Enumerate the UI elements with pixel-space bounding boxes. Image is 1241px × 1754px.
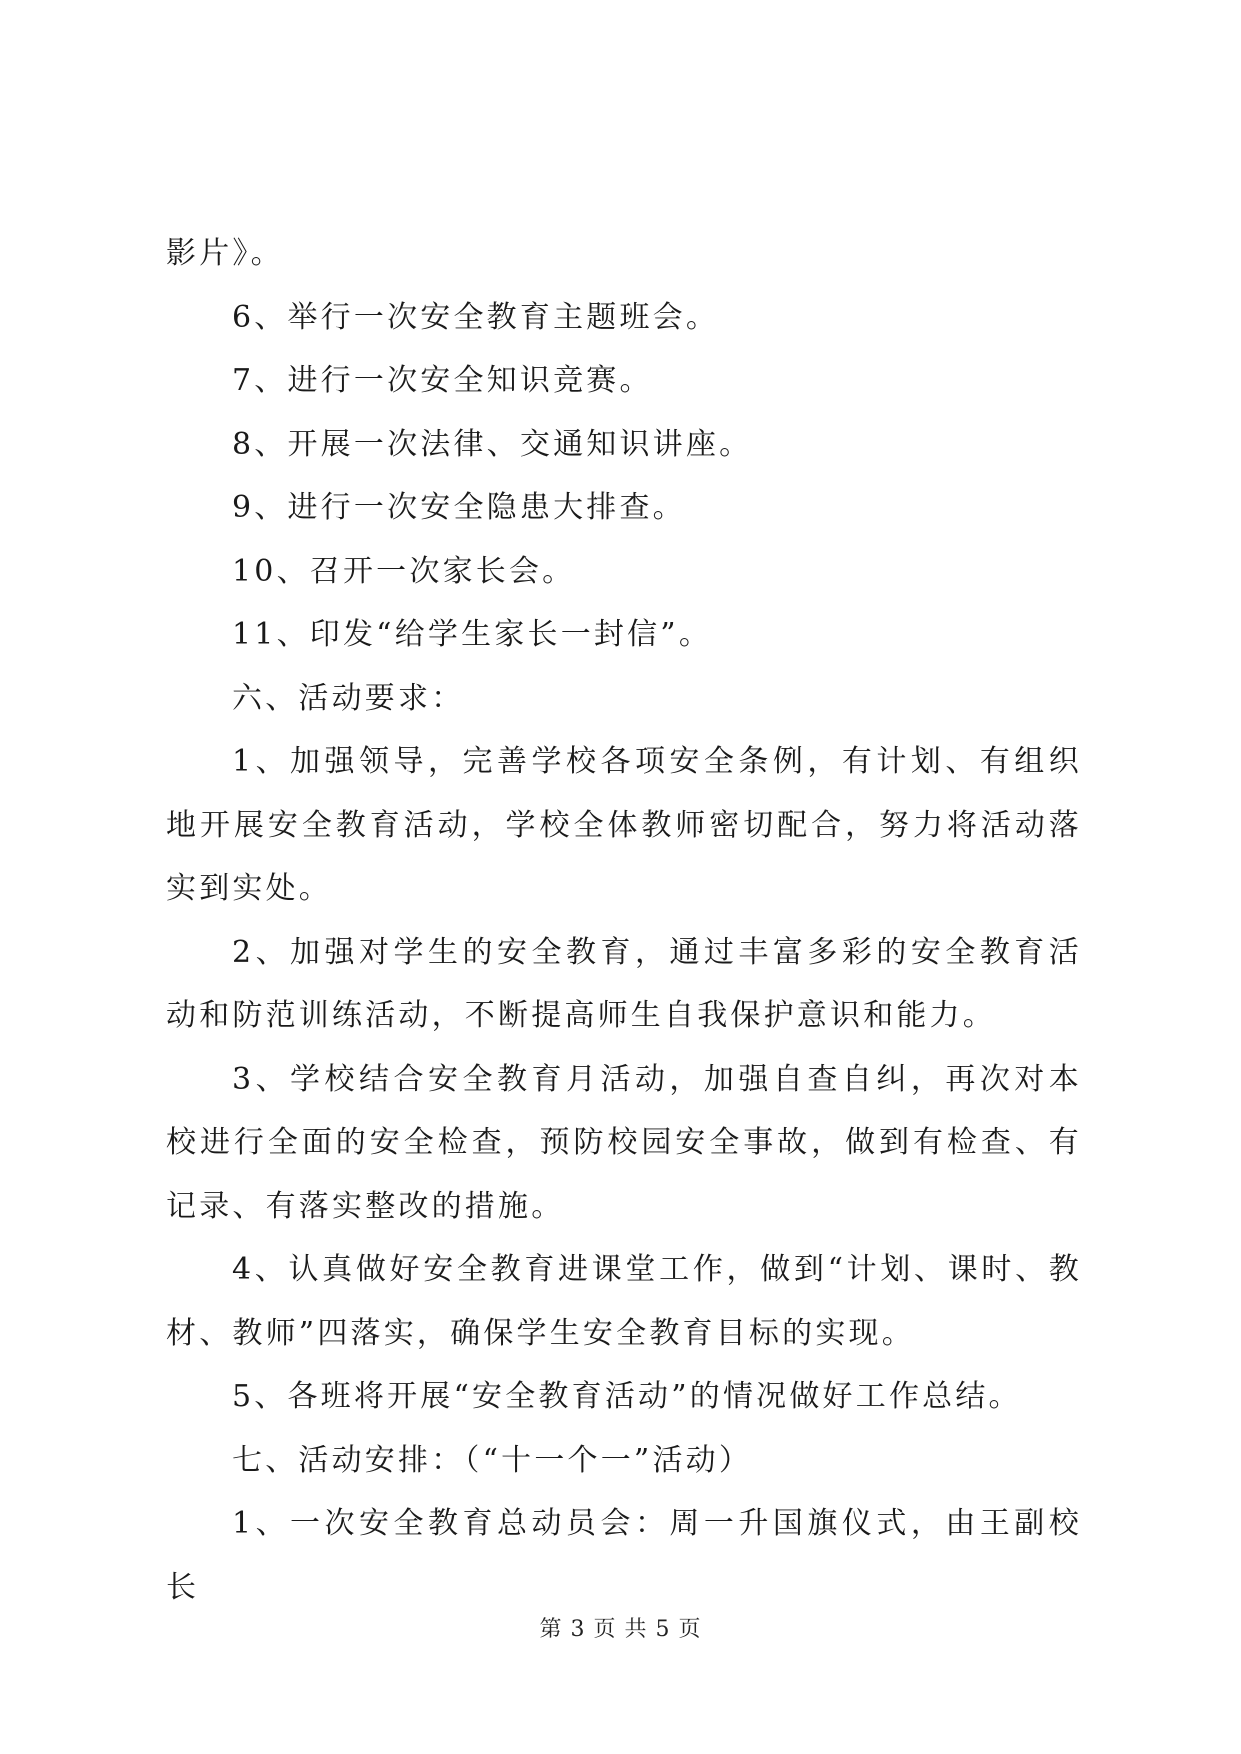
paragraph: 2、加强对学生的安全教育，通过丰富多彩的安全教育活动和防范训练活动，不断提高师生自我保护意识和能力。 bbox=[166, 934, 1082, 1033]
paragraph: 11、印发“给学生家长一封信”。 bbox=[232, 617, 713, 652]
paragraph: 4、认真做好安全教育进课堂工作，做到“计划、课时、教材、教师”四落实，确保学生安全教育目标的实现。 bbox=[166, 1252, 1082, 1351]
section-heading: 七、活动安排：（“十一个一”活动） bbox=[232, 1442, 753, 1478]
document-body bbox=[166, 222, 1082, 1619]
section-heading: 六、活动要求： bbox=[232, 680, 465, 716]
paragraph: 9、进行一次安全隐患大排查。 bbox=[232, 490, 686, 525]
paragraph: 5、各班将开展“安全教育活动”的情况做好工作总结。 bbox=[232, 1379, 1022, 1414]
paragraph: 7、进行一次安全知识竞赛。 bbox=[232, 363, 653, 398]
paragraph: 6、举行一次安全教育主题班会。 bbox=[232, 299, 720, 335]
paragraph: 1、加强领导，完善学校各项安全条例，有计划、有组织地开展安全教育活动，学校全体教师密切配合，努力将活动落实到实处。 bbox=[166, 744, 1082, 906]
paragraph: 10、召开一次家长会。 bbox=[232, 553, 576, 589]
paragraph: 8、开展一次法律、交通知识讲座。 bbox=[232, 426, 753, 462]
paragraph: 1、一次安全教育总动员会：周一升国旗仪式，由王副校长 bbox=[166, 1506, 1082, 1605]
paragraph: 3、学校结合安全教育月活动，加强自查自纠，再次对本校进行全面的安全检查，预防校园安全事故，做到有检查、有记录、有落实整改的措施。 bbox=[166, 1061, 1082, 1224]
paragraph: 影片》。 bbox=[166, 236, 284, 271]
page-number-footer: 第 3 页 共 5 页 bbox=[539, 1617, 702, 1642]
